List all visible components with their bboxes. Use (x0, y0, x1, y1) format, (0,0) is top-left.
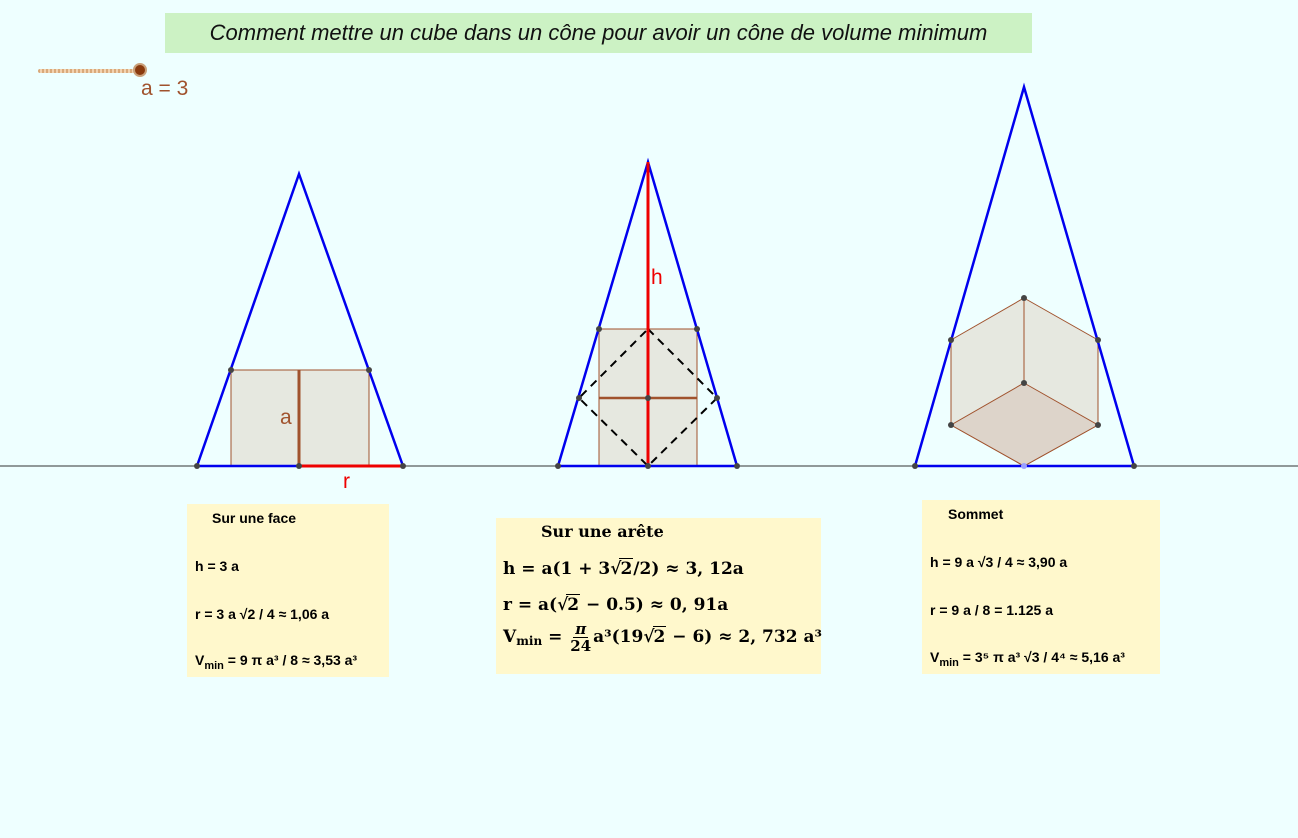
v-eq: = (542, 627, 569, 647)
panel-sur-une-face (187, 504, 389, 677)
v-subscript: min (204, 660, 224, 672)
label-r: r (343, 470, 350, 493)
figure-arete (555, 162, 740, 469)
point[interactable] (694, 326, 700, 332)
point[interactable] (400, 463, 406, 469)
v-post: − 6) ≈ 2, 732 a³ (666, 627, 822, 647)
point[interactable] (948, 422, 954, 428)
r-pre: r = a( (503, 595, 558, 615)
formula-h: h = 3 a (195, 558, 239, 574)
formula-r: r = 9 a / 8 = 1.125 a (930, 602, 1053, 618)
point[interactable] (1095, 337, 1101, 343)
h-post: /2) ≈ 3, 12a (633, 559, 744, 579)
point[interactable] (555, 463, 561, 469)
v-expression: = 9 π a³ / 8 ≈ 3,53 a³ (223, 652, 358, 668)
panel-heading: Sur une arête (541, 522, 664, 541)
point[interactable] (714, 395, 720, 401)
v-subscript: min (939, 657, 959, 669)
v-subscript: min (516, 634, 543, 648)
panel-sur-une-arete (496, 518, 821, 674)
point[interactable] (194, 463, 200, 469)
slider-a-handle[interactable] (133, 63, 147, 77)
panel-heading: Sur une face (212, 510, 297, 526)
figure-sommet (912, 87, 1137, 469)
point[interactable] (734, 463, 740, 469)
point[interactable] (296, 463, 302, 469)
point[interactable] (366, 367, 372, 373)
sqrt-sign: √ (643, 627, 655, 647)
label-a: a (280, 406, 292, 429)
v-symbol: V (503, 627, 517, 647)
v-radicand: 2 (653, 627, 666, 647)
slider-a-label: a = 3 (141, 77, 189, 100)
panel-sommet (922, 500, 1160, 674)
formula-vmin (503, 621, 822, 654)
h-pre: h = a(1 + 3 (503, 559, 611, 579)
v-mid: a³(19 (593, 627, 644, 647)
formula-r: r = 3 a √2 / 4 ≈ 1,06 a (195, 606, 330, 622)
h-radicand: 2 (620, 559, 633, 579)
formula-vmin (195, 652, 358, 672)
figure-face (194, 174, 406, 493)
point[interactable] (228, 367, 234, 373)
point[interactable] (1131, 463, 1137, 469)
r-post: − 0.5) ≈ 0, 91a (580, 595, 729, 615)
formula-r (503, 594, 728, 615)
point[interactable] (1021, 380, 1027, 386)
point[interactable] (912, 463, 918, 469)
sqrt-sign: √ (610, 559, 622, 579)
formula-vmin (930, 649, 1125, 669)
v-expression: = 3⁵ π a³ √3 / 4⁴ ≈ 5,16 a³ (958, 649, 1125, 665)
page-title: Comment mettre un cube dans un cône pour avoir un cône de volume minimum (165, 13, 1032, 53)
point[interactable] (645, 463, 651, 469)
fraction-numerator: π (575, 620, 587, 638)
v-symbol: V (930, 649, 940, 665)
fraction-denominator: 24 (570, 637, 592, 655)
point[interactable] (645, 395, 651, 401)
formula-h: h = 9 a √3 / 4 ≈ 3,90 a (930, 554, 1068, 570)
slider-a-track[interactable] (38, 69, 142, 73)
point[interactable] (948, 337, 954, 343)
fraction (570, 621, 591, 654)
v-symbol: V (195, 652, 205, 668)
point[interactable] (1095, 422, 1101, 428)
point[interactable] (1021, 295, 1027, 301)
sqrt-sign: √ (557, 595, 569, 615)
r-radicand: 2 (567, 595, 580, 615)
point[interactable] (576, 395, 582, 401)
formula-h (503, 558, 744, 579)
panel-heading: Sommet (948, 506, 1004, 522)
point[interactable] (596, 326, 602, 332)
label-h: h (651, 266, 663, 289)
point[interactable] (1021, 463, 1027, 469)
